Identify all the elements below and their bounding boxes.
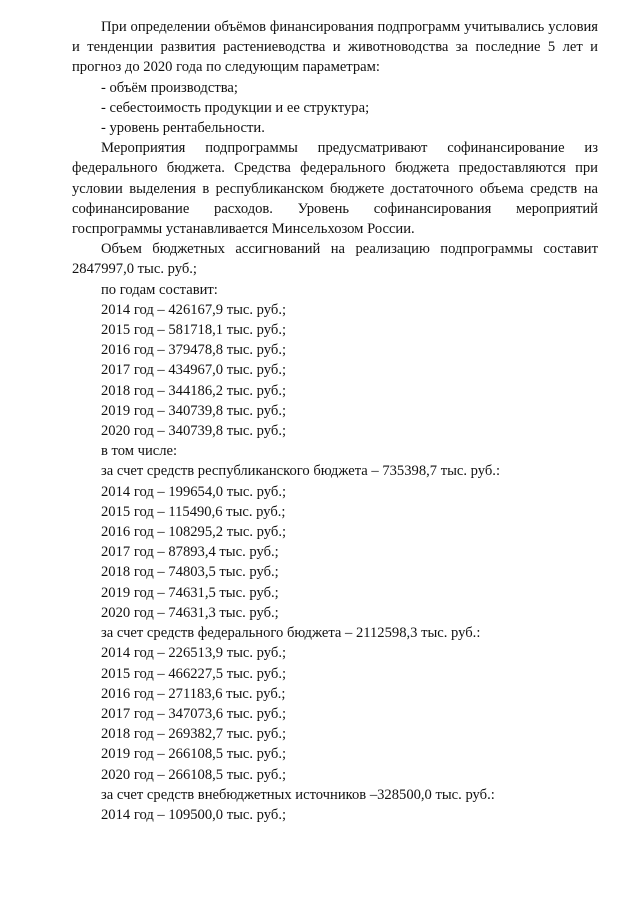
param-item: - объём производства; bbox=[101, 79, 238, 96]
param-item: - себестоимость продукции и ее структура; bbox=[101, 99, 370, 116]
budget-total-paragraph: Объем бюджетных ассигнований на реализацию подпрограммы составит 2847997,0 тыс. руб.; bbox=[72, 241, 598, 278]
param-item: - уровень рентабельности. bbox=[101, 120, 265, 137]
document-body bbox=[72, 17, 598, 825]
federal-year-line: 2015 год – 466227,5 тыс. руб.; bbox=[101, 665, 287, 682]
cofinancing-paragraph: Мероприятия подпрограммы предусматривают софинансирование из федерального бюджета. Средства федерального бюджета предоставляются при условии выделения в республиканском бюджете достаточного объема средств на софинансирование расходов. Уровень софинансирования мероприятий госпрограммы устанавливается Минсельхозом России. bbox=[72, 140, 598, 238]
federal-year-line: 2014 год – 226513,9 тыс. руб.; bbox=[101, 645, 287, 662]
republican-year-line: 2019 год – 74631,5 тыс. руб.; bbox=[101, 584, 279, 601]
by-years-heading: по годам составит: bbox=[101, 281, 218, 298]
total-year-line: 2018 год – 344186,2 тыс. руб.; bbox=[101, 382, 287, 399]
extrabudgetary-year-line: 2014 год – 109500,0 тыс. руб.; bbox=[101, 806, 287, 823]
federal-year-line: 2019 год – 266108,5 тыс. руб.; bbox=[101, 746, 287, 763]
total-year-line: 2016 год – 379478,8 тыс. руб.; bbox=[101, 342, 287, 359]
total-year-line: 2014 год – 426167,9 тыс. руб.; bbox=[101, 301, 287, 318]
federal-year-line: 2020 год – 266108,5 тыс. руб.; bbox=[101, 766, 287, 783]
total-year-line: 2020 год – 340739,8 тыс. руб.; bbox=[101, 423, 287, 440]
total-year-line: 2017 год – 434967,0 тыс. руб.; bbox=[101, 362, 287, 379]
republican-year-line: 2015 год – 115490,6 тыс. руб.; bbox=[101, 503, 286, 520]
republican-year-line: 2020 год – 74631,3 тыс. руб.; bbox=[101, 604, 279, 621]
federal-year-line: 2016 год – 271183,6 тыс. руб.; bbox=[101, 685, 286, 702]
republican-year-line: 2014 год – 199654,0 тыс. руб.; bbox=[101, 483, 287, 500]
republican-year-line: 2018 год – 74803,5 тыс. руб.; bbox=[101, 564, 279, 581]
republican-year-line: 2016 год – 108295,2 тыс. руб.; bbox=[101, 524, 287, 541]
intro-paragraph-financing: При определении объёмов финансирования подпрограмм учитывались условия и тенденции развития растениеводства и животноводства за последние 5 лет и прогноз до 2020 года по следующим параметрам: bbox=[72, 19, 598, 76]
extrabudgetary-heading: за счет средств внебюджетных источников –328500,0 тыс. руб.: bbox=[101, 786, 495, 803]
total-year-line: 2015 год – 581718,1 тыс. руб.; bbox=[101, 322, 287, 339]
including-heading: в том числе: bbox=[101, 443, 178, 460]
republican-budget-heading: за счет средств республиканского бюджета – 735398,7 тыс. руб.: bbox=[101, 463, 501, 480]
republican-year-line: 2017 год – 87893,4 тыс. руб.; bbox=[101, 544, 279, 561]
total-year-line: 2019 год – 340739,8 тыс. руб.; bbox=[101, 402, 287, 419]
federal-year-line: 2018 год – 269382,7 тыс. руб.; bbox=[101, 726, 287, 743]
federal-year-line: 2017 год – 347073,6 тыс. руб.; bbox=[101, 705, 287, 722]
federal-budget-heading: за счет средств федерального бюджета – 2112598,3 тыс. руб.: bbox=[101, 625, 481, 642]
